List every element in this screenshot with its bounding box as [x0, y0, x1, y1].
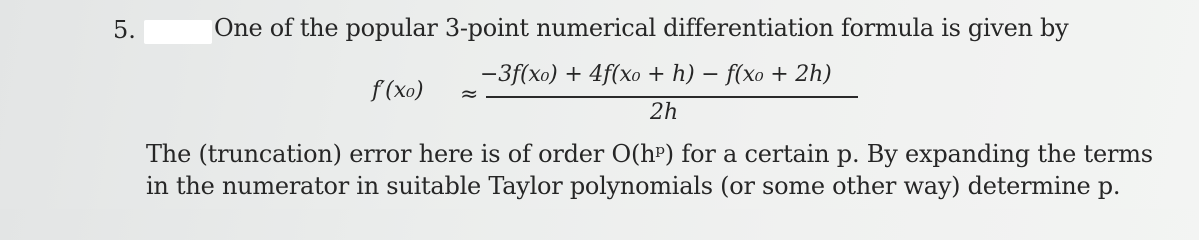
approx-symbol: ≈	[460, 82, 479, 107]
formula-denominator: 2h	[650, 100, 679, 125]
body-text-line-2: in the numerator in suitable Taylor polynomials (or some other way) determine p.	[146, 172, 1121, 200]
formula-numerator: −3f(x₀) + 4f(x₀ + h) − f(x₀ + 2h)	[480, 62, 832, 87]
formula-lhs: f′(x₀)	[372, 78, 424, 103]
redaction-box	[144, 20, 212, 44]
fraction-bar	[486, 96, 858, 98]
intro-text: One of the popular 3-point numerical differentiation formula is given by	[214, 14, 1069, 42]
body-text-line-1: The (truncation) error here is of order O(hᵖ) for a certain p. By expanding the terms	[146, 140, 1153, 168]
problem-number: 5.	[113, 16, 136, 44]
